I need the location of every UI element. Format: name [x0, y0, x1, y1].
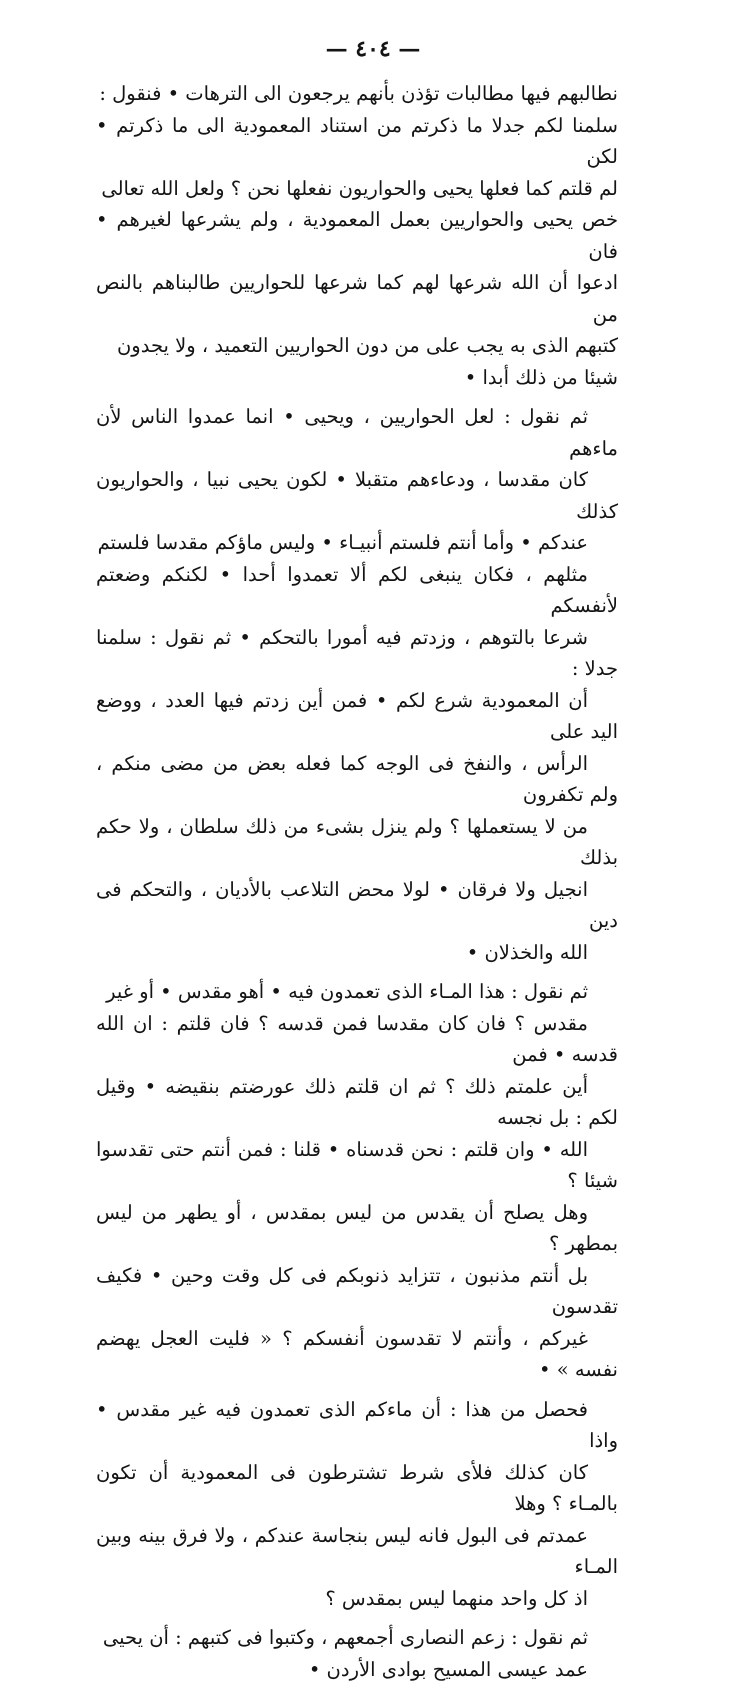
- page-body-text: [96, 78, 618, 1685]
- paragraph: [96, 1622, 618, 1685]
- text-line: نطالبهم فيها مطالبات تؤذن بأنهم يرجعون الى الترهات • فنقول :: [96, 78, 618, 110]
- text-line: اذ كل واحد منهما ليس بمقدس ؟: [96, 1583, 618, 1615]
- text-line: وهل يصلح أن يقدس من ليس بمقدس ، أو يطهر من ليس بمطهر ؟: [96, 1197, 618, 1260]
- page-number: — ٤٠٤ —: [0, 36, 746, 62]
- text-line: خص يحيى والحواريين بعمل المعمودية ، ولم يشرعها لغيرهم • فان: [96, 204, 618, 267]
- text-line: شيئا من ذلك أبدا •: [96, 362, 618, 394]
- text-line: الرأس ، والنفخ فى الوجه كما فعله بعض من مضى منكم ، ولم تكفرون: [96, 748, 618, 811]
- text-line: كان كذلك فلأى شرط تشترطون فى المعمودية أن تكون بالمـاء ؟ وهلا: [96, 1457, 618, 1520]
- text-line: أين علمتم ذلك ؟ ثم ان قلتم ذلك عورضتم بنقيضه • وقيل لكم : بل نجسه: [96, 1071, 618, 1134]
- text-line: عندكم • وأما أنتم فلستم أنبيـاء • وليس ماؤكم مقدسا فلستم: [96, 527, 618, 559]
- text-line: سلمنا لكم جدلا ما ذكرتم من استناد المعمودية الى ما ذكرتم • لكن: [96, 110, 618, 173]
- text-line: غيركم ، وأنتم لا تقدسون أنفسكم ؟ « فليت العجل يهضم نفسه » •: [96, 1323, 618, 1386]
- text-line: الله والخذلان •: [96, 937, 618, 969]
- paragraph-gap: [96, 393, 618, 401]
- text-line: انجيل ولا فرقان • لولا محض التلاعب بالأديان ، والتحكم فى دين: [96, 874, 618, 937]
- paragraph-gap: [96, 1614, 618, 1622]
- text-line: فحصل من هذا : أن ماءكم الذى تعمدون فيه غير مقدس • واذا: [96, 1394, 618, 1457]
- text-line: ثم نقول : لعل الحواريين ، ويحيى • انما عمدوا الناس لأن ماءهم: [96, 401, 618, 464]
- text-line: بل أنتم مذنبون ، تتزايد ذنوبكم فى كل وقت وحين • فكيف تقدسون: [96, 1260, 618, 1323]
- text-line: أن المعمودية شرع لكم • فمن أين زدتم فيها العدد ، ووضع اليد على: [96, 685, 618, 748]
- paragraph: [96, 78, 618, 393]
- paragraph: [96, 976, 618, 1386]
- text-line: ادعوا أن الله شرعها لهم كما شرعها للحواريين طالبناهم بالنص من: [96, 267, 618, 330]
- paragraph-gap: [96, 1386, 618, 1394]
- text-line: لم قلتم كما فعلها يحيى والحواريون نفعلها نحن ؟ ولعل الله تعالى: [96, 173, 618, 205]
- text-line: ثم نقول : هذا المـاء الذى تعمدون فيه • أهو مقدس • أو غير: [96, 976, 618, 1008]
- text-line: شرعا بالتوهم ، وزدتم فيه أمورا بالتحكم • ثم نقول : سلمنا جدلا :: [96, 622, 618, 685]
- text-line: مقدس ؟ فان كان مقدسا فمن قدسه ؟ فان قلتم : ان الله قدسه • فمن: [96, 1008, 618, 1071]
- paragraph-gap: [96, 968, 618, 976]
- paragraph: [96, 1394, 618, 1615]
- text-line: ثم نقول : زعم النصارى أجمعهم ، وكتبوا فى كتبهم : أن يحيى: [96, 1622, 618, 1654]
- text-line: كتبهم الذى به يجب على من دون الحواريين التعميد ، ولا يجدون: [96, 330, 618, 362]
- text-line: الله • وان قلتم : نحن قدسناه • قلنا : فمن أنتم حتى تقدسوا شيئا ؟: [96, 1134, 618, 1197]
- text-line: مثلهم ، فكان ينبغى لكم ألا تعمدوا أحدا • لكنكم وضعتم لأنفسكم: [96, 559, 618, 622]
- text-line: عمدتم فى البول فانه ليس بنجاسة عندكم ، ولا فرق بينه وبين المـاء: [96, 1520, 618, 1583]
- text-line: كان مقدسا ، ودعاءهم متقبلا • لكون يحيى نبيا ، والحواريون كذلك: [96, 464, 618, 527]
- text-line: عمد عيسى المسيح بوادى الأردن •: [96, 1654, 618, 1685]
- paragraph: [96, 401, 618, 968]
- text-line: من لا يستعملها ؟ ولم ينزل بشىء من ذلك سلطان ، ولا حكم بذلك: [96, 811, 618, 874]
